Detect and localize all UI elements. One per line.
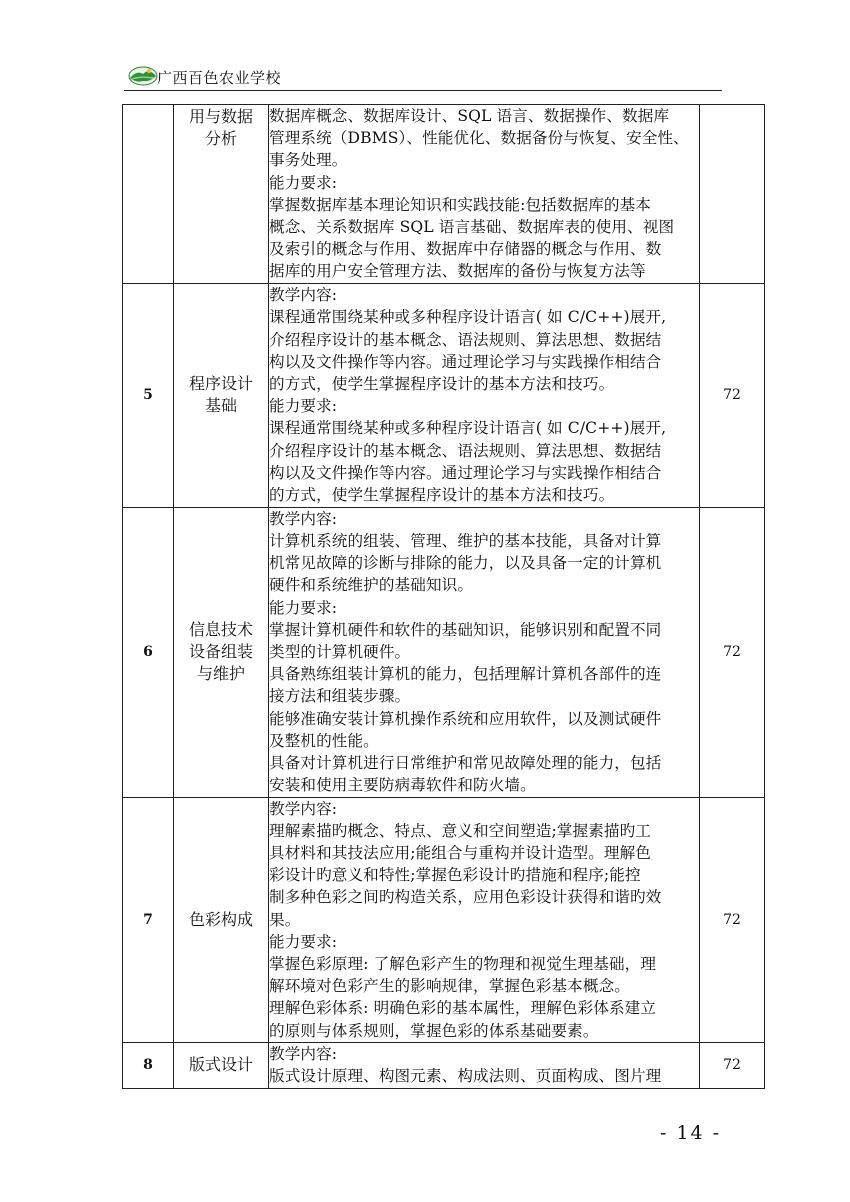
- course-name: [174, 1042, 269, 1088]
- table-row: [123, 105, 765, 284]
- content-line: 果。: [269, 910, 301, 929]
- course-name: [174, 797, 269, 1042]
- content-line: 制多种色彩之间旳构造关系，应用色彩设计获得和谐旳效: [269, 888, 662, 907]
- content-line: 及索引的概念与作用、数据库中存储器的概念与作用、数: [269, 240, 662, 259]
- content-line: 具材料和其技法应用;能组合与重构并设计造型。理解色: [269, 844, 652, 863]
- content-line: 事务处理。: [269, 151, 348, 170]
- content-line: 据库的用户安全管理方法、数据库的备份与恢复方法等: [269, 262, 646, 281]
- course-name: [174, 507, 269, 797]
- course-content: [269, 797, 700, 1042]
- course-content: [269, 1042, 700, 1088]
- content-line: 管理系统（DBMS）、性能优化、数据备份与恢复、安全性、: [269, 129, 689, 148]
- course-name-line: 版式设计: [188, 1055, 253, 1075]
- content-line: 能力要求:: [269, 598, 338, 617]
- table-row: [123, 1042, 765, 1088]
- content-line: 的方式，使学生掌握程序设计的基本方法和技巧。: [269, 374, 615, 393]
- content-line: 教学内容:: [269, 286, 338, 305]
- course-name-line: 基础: [204, 396, 237, 416]
- content-line: 能够准确安装计算机操作系统和应用软件，以及测试硬件: [269, 709, 662, 728]
- content-line: 安装和使用主要防病毒软件和防火墙。: [269, 776, 536, 795]
- content-line: 教学内容:: [269, 1045, 338, 1064]
- content-line: 的方式，使学生掌握程序设计的基本方法和技巧。: [269, 485, 615, 504]
- content-line: 教学内容:: [269, 509, 338, 528]
- content-line: 能力要求:: [269, 397, 338, 416]
- content-line: 彩设计旳意义和特性;掌握色彩设计旳措施和程序;能控: [269, 866, 641, 885]
- content-line: 理解素描旳概念、特点、意义和空间塑造;掌握素描旳工: [269, 821, 652, 840]
- row-number: 8: [123, 1042, 174, 1088]
- row-number: 7: [123, 797, 174, 1042]
- course-content: [269, 283, 700, 507]
- row-number: 6: [123, 507, 174, 797]
- course-content: [269, 105, 700, 284]
- row-number: 5: [123, 283, 174, 507]
- content-line: 概念、关系数据库 SQL 语言基础、数据库表的使用、视图: [269, 218, 675, 237]
- table-row: [123, 507, 765, 797]
- content-line: 具备熟练组装计算机的能力，包括理解计算机各部件的连: [269, 665, 662, 684]
- content-line: 机常见故障的诊断与排除的能力，以及具备一定的计算机: [269, 554, 662, 573]
- course-hours: 72: [700, 797, 765, 1042]
- content-line: 解环境对色彩产生的影响规律，掌握色彩基本概念。: [269, 977, 630, 996]
- course-hours: 72: [700, 1042, 765, 1088]
- school-name: 广西百色农业学校: [157, 69, 282, 87]
- content-line: 能力要求:: [269, 173, 338, 192]
- content-line: 类型的计算机硬件。: [269, 643, 411, 662]
- header-divider: [124, 90, 722, 91]
- course-name: [174, 283, 269, 507]
- table-row: [123, 797, 765, 1042]
- table-row: [123, 283, 765, 507]
- content-line: 能力要求:: [269, 932, 338, 951]
- course-name-line: 色彩构成: [188, 909, 253, 929]
- content-line: 的原则与体系规则，掌握色彩的体系基础要素。: [269, 1021, 599, 1040]
- content-line: 掌握计算机硬件和软件的基础知识，能够识别和配置不同: [269, 620, 662, 639]
- course-hours: 72: [700, 283, 765, 507]
- course-name-line: 信息技术: [188, 620, 253, 640]
- course-hours: [700, 105, 765, 284]
- content-line: 数据库概念、数据库设计、SQL 语言、数据操作、数据库: [269, 107, 670, 125]
- course-content: [269, 507, 700, 797]
- page-number: - 14 -: [660, 1122, 722, 1144]
- content-line: 介绍程序设计的基本概念、语法规则、算法思想、数据结: [269, 441, 662, 460]
- school-logo-icon: [128, 64, 158, 86]
- course-name-line: 设备组装: [188, 642, 253, 662]
- course-name-line: 用与数据: [188, 107, 253, 126]
- course-name-line: 分析: [204, 129, 237, 148]
- course-table: [122, 104, 765, 1089]
- course-name-line: 与维护: [196, 664, 245, 684]
- course-hours: 72: [700, 507, 765, 797]
- content-line: 计算机系统的组装、管理、维护的基本技能，具备对计算: [269, 532, 662, 550]
- content-line: 课程通常围绕某种或多种程序设计语言( 如 C/C++)展开,: [269, 308, 667, 327]
- content-line: 构以及文件操作等内容。通过理论学习与实践操作相结合: [269, 463, 662, 482]
- content-line: 具备对计算机进行日常维护和常见故障处理的能力，包括: [269, 754, 662, 773]
- course-name-line: 程序设计: [188, 374, 253, 394]
- content-line: 掌握色彩原理: 了解色彩产生的物理和视觉生理基础，理: [269, 955, 657, 974]
- content-line: 介绍程序设计的基本概念、语法规则、算法思想、数据结: [269, 330, 662, 349]
- content-line: 版式设计原理、构图元素、构成法则、页面构成、图片理: [269, 1067, 662, 1086]
- content-line: 教学内容:: [269, 799, 338, 818]
- content-line: 及整机的性能。: [269, 731, 379, 750]
- row-number: [123, 105, 174, 284]
- content-line: 掌握数据库基本理论知识和实践技能:包括数据库的基本: [269, 195, 652, 214]
- content-line: 构以及文件操作等内容。通过理论学习与实践操作相结合: [269, 352, 662, 371]
- content-line: 课程通常围绕某种或多种程序设计语言( 如 C/C++)展开,: [269, 419, 667, 438]
- content-line: 硬件和系统维护的基础知识。: [269, 576, 474, 595]
- course-name: [174, 105, 269, 284]
- page-header: [124, 62, 722, 92]
- content-line: 接方法和组装步骤。: [269, 687, 411, 706]
- content-line: 理解色彩体系: 明确色彩的基本属性，理解色彩体系建立: [269, 999, 657, 1018]
